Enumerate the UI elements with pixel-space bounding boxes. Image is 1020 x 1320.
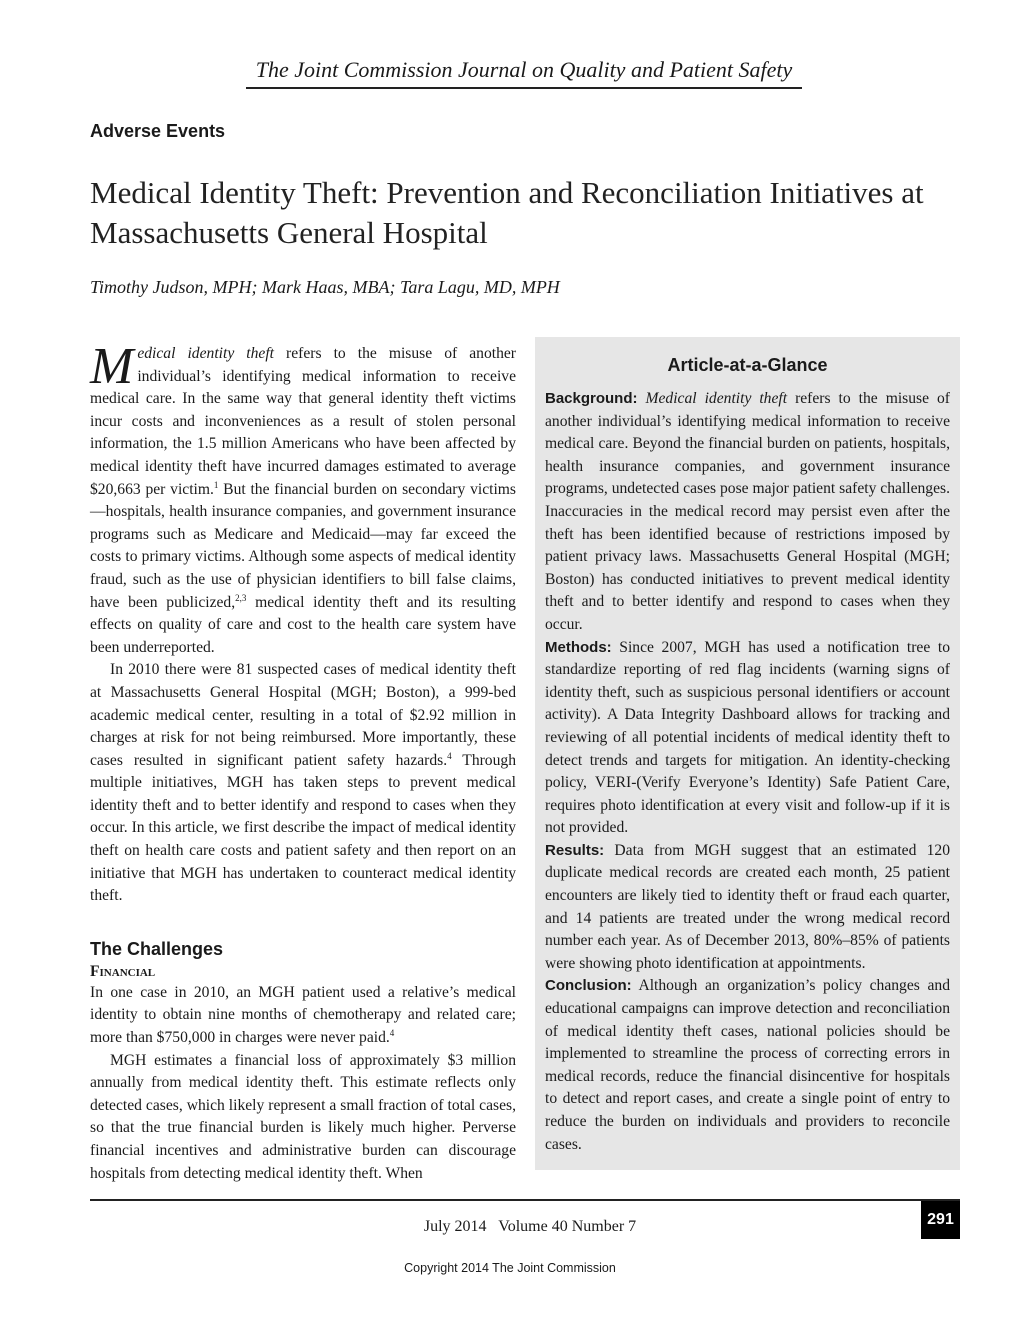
glance-body bbox=[545, 388, 950, 1156]
glance-text: Although an organization’s policy changes and educational campaigns can improve detection and reconciliation of medical identity theft cases, national policies should be implemented to streamline the process of correcting errors in medical records, reduce the financial disincentive for hospitals to detect and report cases, and create a single point of entry to reduce the burden on individuals and providers to reconcile cases. bbox=[545, 977, 950, 1153]
glance-methods bbox=[545, 637, 950, 840]
body-text: But the financial burden on secondary victims—hospitals, health insurance companies, and government insurance programs such as Medicare and Medicaid—may far exceed the costs to primary victims. Although some aspects of medical identity fraud, such as the use of physician identifiers to bill false claims, have been publicized, bbox=[90, 480, 516, 611]
body-term: edical identity theft bbox=[137, 345, 274, 362]
section-heading-challenges: The Challenges bbox=[90, 938, 224, 959]
body-paragraph-2 bbox=[90, 659, 516, 908]
glance-text: Since 2007, MGH has used a notification tree to standardize reporting of red flag incidents (warning signs of identity theft, such as suspicious personal identifiers or account activity). A Data Integrity Dashboard allows for tracking and reviewing of all potential incidents of medical identity theft to detect trends and targets for mitigation. An identity-checking policy, VERI-(Verify Everyone’s Identity) Safe Patient Care, requires photo identification at every visit and follow-up if it is not provided. bbox=[545, 638, 950, 837]
glance-title: Article-at-a-Glance bbox=[667, 355, 828, 375]
glance-text: Data from MGH suggest that an estimated 120 duplicate medical records are created each month, 25 patient encounters are likely tied to identity theft or fraud each quarter, and 14 patients are treated under the wrong medical record number each year. As of December 2013, 80%–85% of patients were showing photo identification at appointments. bbox=[545, 841, 950, 972]
main-body-column bbox=[90, 338, 516, 1185]
copyright-notice: Copyright 2014 The Joint Commission bbox=[404, 1261, 616, 1275]
footer-issue-info: July 2014 Volume 40 Number 7 bbox=[423, 1218, 637, 1235]
body-text: Through multiple initiatives, MGH has taken steps to prevent medical identity theft and to better identify and respond to cases when they occur. In this article, we first describe the impact of medical identity theft on health care costs and patient safety and then report on an initiative that MGH has undertaken to counteract medical identity theft. bbox=[90, 751, 516, 905]
citation-ref: 4 bbox=[447, 750, 452, 761]
journal-header: The Joint Commission Journal on Quality and Patient Safety bbox=[255, 57, 793, 82]
body-paragraph-3 bbox=[90, 982, 516, 1050]
subsection-heading-financial: Financial bbox=[90, 962, 156, 980]
glance-label: Conclusion: bbox=[545, 977, 632, 995]
glance-text: refers to the misuse of another individual’s identifying medical information to receive medical care. Beyond the financial burden on patients, hospitals, health insurance companies, and government insurance programs, undetected cases pose major patient safety challenges. Inaccuracies in the medical record may persist even after the theft has been identified because of restrictions imposed by patient privacy laws. Massachusetts General Hospital (MGH; Boston) has conducted initiatives to prevent medical identity theft and to better identify and respond to cases when they occur. bbox=[545, 390, 951, 633]
article-title: Medical Identity Theft: Prevention and Reconciliation Initiatives at Massachusetts General Hospital bbox=[90, 175, 924, 250]
article-at-a-glance-box bbox=[535, 337, 960, 1170]
glance-background bbox=[545, 388, 950, 637]
citation-ref: 1 bbox=[213, 479, 219, 490]
footer-divider bbox=[90, 1199, 960, 1201]
header-divider bbox=[246, 87, 802, 89]
glance-term: Medical identity theft bbox=[645, 390, 788, 407]
article-authors: Timothy Judson, MPH; Mark Haas, MBA; Tara Lagu, MD, MPH bbox=[90, 277, 560, 297]
body-text: medical identity theft and its resulting effects on quality of care and cost to the health care system have been underreported. bbox=[90, 593, 516, 656]
body-text: In 2010 there were 81 suspected cases of medical identity theft at Massachusetts General Hospital (MGH; Boston), a 999-bed academic medical center, resulting in a total of $2.92 million in charges at risk for not being reimbursed. More importantly, these cases resulted in significant patient safety hazards. bbox=[90, 661, 516, 769]
glance-conclusion bbox=[545, 975, 950, 1156]
citation-ref: 2,3 bbox=[235, 592, 247, 603]
body-text: refers to the misuse of another individual’s identifying medical information to receive medical care. In the same way that general identity theft victims incur costs and inconveniences as a result of stolen personal information, the 1.5 million Americans who have been affected by medical identity theft have incurred damages estimated to average $20,663 per victim. bbox=[90, 345, 516, 498]
page-number: 291 bbox=[921, 1201, 960, 1239]
citation-ref: 4 bbox=[389, 1028, 395, 1039]
body-paragraph-1 bbox=[90, 338, 516, 659]
glance-label: Results: bbox=[545, 841, 605, 859]
glance-results bbox=[545, 840, 950, 976]
glance-label: Background: bbox=[545, 390, 638, 407]
section-label: Adverse Events bbox=[90, 121, 226, 141]
body-text: MGH estimates a financial loss of approximately $3 million annually from medical identity theft. This estimate reflects only detected cases, which likely represent a small fraction of total cases, so that the true financial burden is likely much higher. Perverse financial incentives and administrative burden can discourage hospitals from detecting medical identity theft. When bbox=[90, 1051, 516, 1182]
body-text: In one case in 2010, an MGH patient used a relative’s medical identity to obtain nine months of chemotherapy and related care; more than $750,000 in charges were never paid. bbox=[90, 983, 516, 1047]
drop-cap: M bbox=[90, 338, 134, 395]
glance-label: Methods: bbox=[545, 638, 612, 656]
body-paragraph-4 bbox=[90, 1050, 516, 1186]
